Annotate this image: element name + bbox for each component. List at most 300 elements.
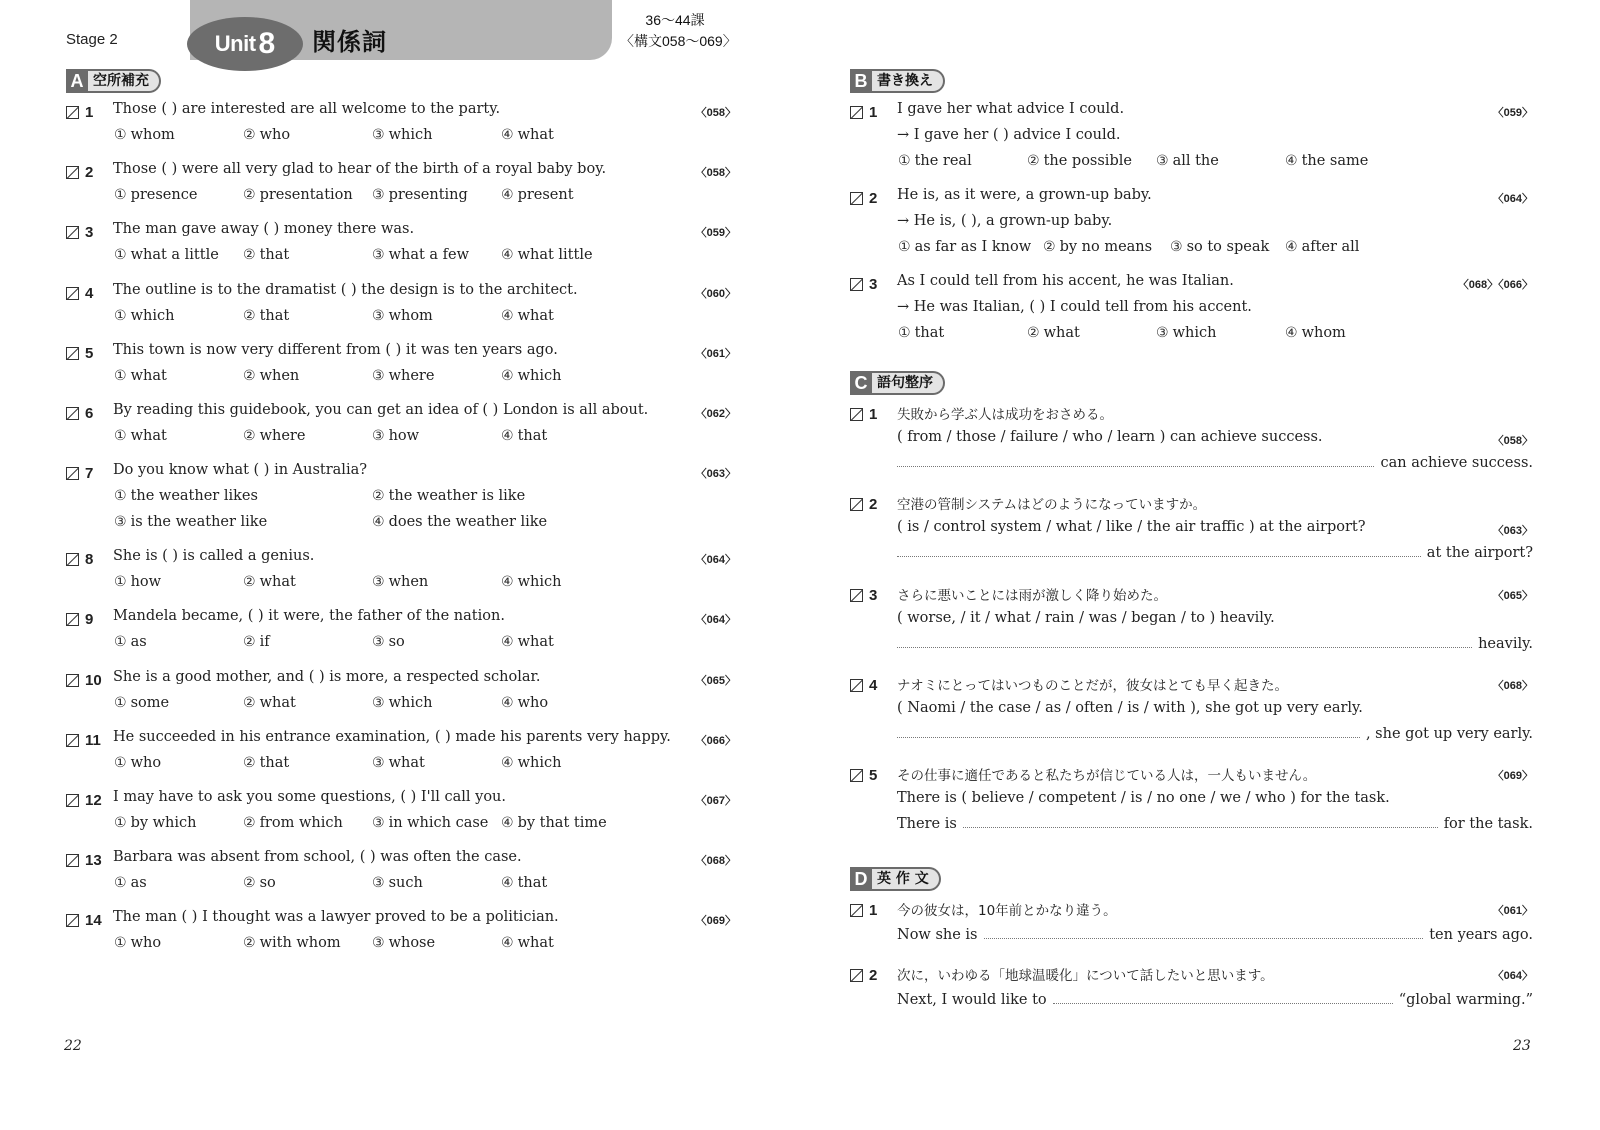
japanese-prompt: ナオミにとってはいつものことだが，彼女はとても早く起きた。 [897, 678, 1288, 694]
answer-option[interactable] [114, 187, 197, 203]
question-header [66, 732, 101, 749]
question-number: 13 [85, 852, 102, 870]
construction-ref: 〈059〉 [695, 227, 736, 240]
answer-prefix: There is [897, 816, 957, 832]
option-text: the same [1301, 153, 1369, 169]
unit-badge [187, 17, 303, 71]
option-text: what [517, 634, 554, 651]
answer-option[interactable] [114, 308, 174, 324]
answer-option[interactable] [372, 368, 434, 384]
option-text: so [388, 634, 405, 651]
answer-suffix: ten years ago. [1429, 927, 1533, 943]
answer-blank-line[interactable] [897, 816, 1533, 832]
option-text: presence [130, 187, 198, 204]
question-number: 10 [85, 671, 102, 689]
answer-option[interactable] [1156, 325, 1216, 341]
question-header [66, 224, 93, 241]
option-number: ④ [372, 514, 385, 531]
answer-option[interactable] [114, 755, 161, 771]
option-text: what [517, 127, 554, 143]
question-number: 7 [85, 465, 94, 483]
option-text: what [259, 574, 296, 591]
question-header [850, 767, 877, 784]
answer-option[interactable] [1285, 239, 1359, 255]
checkbox-icon[interactable] [850, 278, 863, 291]
answer-option[interactable] [372, 875, 423, 891]
option-number: ④ [501, 935, 514, 952]
option-number: ③ [1156, 153, 1169, 169]
option-text: how [130, 574, 162, 591]
answer-option[interactable] [501, 935, 554, 951]
section-letter: D [850, 867, 872, 891]
checkbox-icon[interactable] [66, 553, 79, 566]
answer-option[interactable] [114, 514, 267, 530]
answer-blank-line[interactable] [897, 636, 1533, 652]
answer-option[interactable] [372, 127, 432, 143]
checkbox-icon[interactable] [850, 769, 863, 782]
answer-option[interactable] [1170, 239, 1269, 255]
answer-option[interactable] [372, 574, 428, 590]
checkbox-icon[interactable] [850, 408, 863, 421]
construction-ref: 〈062〉 [695, 408, 736, 420]
answer-option[interactable] [372, 935, 435, 951]
construction-ref: 〈066〉 [695, 734, 736, 747]
option-number: ① [114, 754, 127, 771]
question-text: As I could tell from his accent, he was Italian. [897, 273, 1234, 289]
option-text: the possible [1043, 153, 1132, 169]
question-text: He succeeded in his entrance examination, ( ) made his parents very happy. [113, 728, 671, 745]
construction-ref: 〈061〉 [695, 347, 736, 360]
question-number: 1 [869, 104, 878, 121]
option-text: what [130, 367, 167, 384]
option-text: presentation [259, 187, 353, 204]
checkbox-icon[interactable] [66, 407, 79, 420]
answer-option[interactable] [372, 187, 468, 203]
dotted-answer-field[interactable] [897, 646, 1472, 648]
answer-option[interactable] [501, 755, 561, 771]
option-number: ④ [1285, 153, 1298, 169]
answer-option[interactable] [1043, 239, 1152, 255]
option-number: ② [372, 488, 385, 505]
question-number: 2 [869, 967, 878, 984]
option-text: what a little [130, 247, 219, 264]
option-number: ① [898, 153, 911, 169]
construction-ref: 〈059〉 [1492, 107, 1533, 119]
option-text: who [517, 694, 549, 711]
question-number: 3 [869, 587, 878, 604]
option-number: ② [1043, 239, 1056, 255]
construction-ref: 〈064〉 [1492, 970, 1533, 982]
section-label: 語句整序 [872, 371, 945, 395]
answer-option[interactable] [114, 428, 167, 444]
question-number: 14 [85, 912, 102, 930]
answer-option[interactable] [898, 239, 1031, 255]
option-number: ① [114, 488, 127, 505]
checkbox-icon[interactable] [850, 969, 863, 982]
option-text: what little [517, 247, 593, 264]
checkbox-icon[interactable] [850, 192, 863, 205]
answer-option[interactable] [243, 187, 353, 203]
word-order-prompt: ( worse, / it / what / rain / was / began / to ) heavily. [897, 610, 1275, 626]
dotted-answer-field[interactable] [897, 465, 1374, 467]
japanese-prompt: 失敗から学ぶ人は成功をおさめる。 [897, 407, 1113, 423]
option-number: ① [114, 247, 127, 264]
checkbox-icon[interactable] [66, 914, 79, 927]
construction-ref: 〈065〉 [695, 674, 736, 687]
option-number: ② [243, 127, 256, 143]
question-header [66, 104, 93, 121]
page-number-right: 23 [1513, 1038, 1531, 1054]
option-number: ① [114, 634, 127, 651]
option-text: some [130, 694, 170, 711]
construction-ref: 〈058〉 [695, 107, 736, 119]
option-number: ② [243, 694, 256, 711]
unit-number: 8 [258, 27, 276, 60]
answer-option[interactable] [1027, 153, 1132, 169]
answer-option[interactable] [501, 574, 561, 590]
option-number: ④ [501, 634, 514, 651]
question-header [850, 496, 877, 513]
option-number: ④ [501, 754, 514, 771]
option-number: ② [243, 935, 256, 952]
question-text: By reading this guidebook, you can get an idea of ( ) London is all about. [113, 402, 649, 418]
dotted-answer-field[interactable] [1053, 1002, 1393, 1004]
answer-suffix: “global warming.” [1398, 992, 1533, 1008]
answer-option[interactable] [243, 875, 276, 891]
answer-option[interactable] [501, 187, 574, 203]
construction-ref: 〈060〉 [695, 287, 736, 300]
answer-option[interactable] [501, 875, 547, 891]
question-text: She is a good mother, and ( ) is more, a respected scholar. [113, 668, 541, 685]
option-number: ① [114, 875, 127, 892]
option-number: ② [243, 247, 256, 264]
answer-option[interactable] [243, 127, 290, 143]
answer-option[interactable] [114, 574, 161, 590]
option-number: ① [898, 239, 911, 255]
answer-option[interactable] [243, 755, 289, 771]
option-text: when [259, 367, 300, 384]
answer-option[interactable] [898, 325, 944, 341]
option-text: by no means [1059, 239, 1153, 255]
option-text: what [259, 694, 296, 711]
option-text: as [130, 875, 147, 892]
checkbox-icon[interactable] [66, 106, 79, 119]
checkbox-icon[interactable] [850, 589, 863, 602]
option-text: from which [259, 815, 343, 831]
answer-option[interactable] [114, 815, 197, 831]
option-text: whom [1301, 325, 1346, 341]
option-number: ④ [501, 187, 514, 204]
option-number: ③ [1170, 239, 1183, 255]
question-number: 5 [85, 344, 94, 362]
answer-option[interactable] [1027, 325, 1080, 341]
japanese-prompt: 次に，いわゆる「地球温暖化」について話したいと思います。 [897, 968, 1274, 984]
option-text: which [1172, 325, 1217, 341]
checkbox-icon[interactable] [66, 287, 79, 300]
checkbox-icon[interactable] [66, 794, 79, 807]
question-number: 2 [85, 164, 94, 182]
question-header [850, 190, 877, 207]
option-text: which [517, 574, 562, 591]
checkbox-icon[interactable] [66, 467, 79, 480]
answer-option[interactable] [243, 247, 289, 263]
answer-option[interactable] [501, 127, 554, 143]
word-order-prompt: There is ( believe / competent / is / no one / we / who ) for the task. [897, 790, 1390, 806]
checkbox-icon[interactable] [66, 854, 79, 867]
option-number: ① [114, 574, 127, 591]
option-number: ② [243, 574, 256, 591]
question-text: The man gave away ( ) money there was. [113, 221, 415, 238]
option-text: such [388, 875, 423, 892]
checkbox-icon[interactable] [850, 679, 863, 692]
option-number: ③ [372, 247, 385, 264]
construction-ref: 〈068〉 [695, 855, 736, 868]
answer-option[interactable] [114, 935, 161, 951]
word-order-prompt: ( is / control system / what / like / the air traffic ) at the airport? [897, 519, 1366, 535]
answer-option[interactable] [372, 695, 432, 711]
answer-option[interactable] [501, 368, 561, 384]
checkbox-icon[interactable] [66, 734, 79, 747]
option-text: that [914, 325, 945, 341]
answer-option[interactable] [1285, 153, 1368, 169]
option-text: how [388, 428, 420, 444]
answer-option[interactable] [372, 488, 525, 504]
japanese-prompt: さらに悪いことには雨が激しく降り始めた。 [897, 588, 1167, 604]
option-number: ② [243, 428, 256, 444]
answer-option[interactable] [114, 695, 169, 711]
question-header [850, 587, 877, 604]
section-label: 空所補充 [88, 69, 161, 93]
question-text: Those ( ) were all very glad to hear of the birth of a royal baby boy. [113, 161, 607, 178]
answer-prefix: Next, I would like to [897, 992, 1047, 1008]
option-number: ③ [372, 307, 385, 324]
answer-option[interactable] [372, 514, 547, 530]
lesson-range [620, 10, 737, 52]
option-text: does the weather like [388, 514, 548, 531]
lesson-numbers: 36〜44課 [645, 12, 705, 28]
answer-prefix: Now she is [897, 927, 978, 943]
option-text: what [517, 307, 554, 324]
option-number: ③ [372, 634, 385, 651]
option-number: ④ [501, 875, 514, 892]
option-text: what [517, 935, 554, 952]
answer-option[interactable] [501, 247, 593, 263]
answer-option[interactable] [114, 488, 258, 504]
answer-option[interactable] [114, 247, 219, 263]
japanese-prompt: その仕事に適任であると私たちが信じている人は，一人もいません。 [897, 768, 1317, 784]
option-text: the weather is like [388, 488, 526, 505]
answer-option[interactable] [372, 247, 469, 263]
section-b-badge [850, 69, 945, 93]
answer-option[interactable] [243, 815, 343, 831]
dotted-answer-field[interactable] [984, 937, 1424, 939]
dotted-answer-field[interactable] [963, 826, 1438, 828]
answer-blank-line[interactable] [897, 455, 1533, 471]
option-text: which [388, 127, 433, 143]
question-text: Do you know what ( ) in Australia? [113, 462, 368, 479]
question-header [850, 104, 877, 121]
answer-option[interactable] [372, 308, 433, 324]
option-text: that [259, 307, 290, 324]
answer-option[interactable] [372, 815, 488, 831]
question-number: 12 [85, 792, 102, 809]
answer-option[interactable] [372, 634, 405, 650]
question-number: 2 [869, 190, 878, 207]
question-header [66, 551, 93, 568]
answer-blank-line[interactable] [897, 927, 1533, 943]
rewrite-text: → He is, ( ), a grown-up baby. [897, 213, 1113, 229]
option-text: the weather likes [130, 488, 258, 505]
answer-option[interactable] [1285, 325, 1346, 341]
answer-option[interactable] [1156, 153, 1219, 169]
answer-option[interactable] [243, 428, 305, 444]
question-text: This town is now very different from ( ) it was ten years ago. [113, 341, 558, 358]
option-number: ③ [372, 875, 385, 892]
option-number: ① [898, 325, 911, 341]
option-text: by which [130, 815, 197, 831]
answer-blank-line[interactable] [897, 992, 1533, 1008]
question-text: I may have to ask you some questions, ( ) I'll call you. [113, 789, 507, 805]
question-header [66, 285, 93, 302]
question-number: 2 [869, 496, 878, 513]
option-number: ① [114, 428, 127, 444]
answer-option[interactable] [114, 127, 175, 143]
question-header [66, 345, 93, 362]
option-number: ① [114, 815, 127, 831]
unit-title: 関係詞 [312, 28, 387, 56]
checkbox-icon[interactable] [850, 904, 863, 917]
checkbox-icon[interactable] [66, 166, 79, 179]
construction-ref: 〈064〉 [695, 554, 736, 567]
option-number: ① [114, 694, 127, 711]
option-number: ④ [501, 127, 514, 143]
option-text: where [259, 428, 306, 444]
question-number: 4 [85, 284, 94, 302]
checkbox-icon[interactable] [850, 106, 863, 119]
japanese-prompt: 空港の管制システムはどのようになっていますか。 [897, 497, 1207, 513]
answer-suffix: for the task. [1443, 816, 1533, 832]
question-header [850, 276, 877, 293]
answer-option[interactable] [501, 815, 607, 831]
stage-label: Stage 2 [66, 31, 118, 48]
question-header [66, 912, 102, 929]
construction-range: 〈構文058〜069〉 [620, 33, 737, 49]
option-number: ① [114, 307, 127, 324]
question-text: I gave her what advice I could. [897, 101, 1125, 117]
answer-option[interactable] [372, 428, 419, 444]
option-text: by that time [517, 815, 607, 831]
section-letter: B [850, 69, 872, 93]
question-text: Those ( ) are interested are all welcome to the party. [113, 101, 501, 117]
question-header [66, 465, 93, 482]
checkbox-icon[interactable] [66, 613, 79, 626]
answer-option[interactable] [898, 153, 972, 169]
answer-option[interactable] [501, 428, 547, 444]
option-number: ② [1027, 325, 1040, 341]
checkbox-icon[interactable] [850, 498, 863, 511]
option-text: the real [914, 153, 972, 169]
section-letter: A [66, 69, 88, 93]
option-number: ③ [372, 428, 385, 444]
question-number: 3 [85, 224, 94, 242]
section-a-badge [66, 69, 161, 93]
option-number: ① [114, 935, 127, 952]
question-number: 8 [85, 551, 94, 569]
option-number: ① [114, 187, 127, 204]
option-number: ③ [372, 574, 385, 591]
option-number: ② [243, 187, 256, 204]
option-text: which [517, 754, 562, 771]
answer-option[interactable] [501, 308, 554, 324]
answer-option[interactable] [243, 574, 296, 590]
option-text: present [517, 187, 574, 204]
answer-blank-line[interactable] [897, 545, 1533, 561]
answer-option[interactable] [114, 634, 147, 650]
checkbox-icon[interactable] [66, 674, 79, 687]
answer-option[interactable] [114, 368, 167, 384]
option-text: which [517, 367, 562, 384]
page-number-left: 22 [64, 1038, 82, 1054]
answer-option[interactable] [501, 695, 548, 711]
checkbox-icon[interactable] [66, 226, 79, 239]
construction-ref: 〈063〉 [695, 468, 736, 481]
checkbox-icon[interactable] [66, 347, 79, 360]
question-header [850, 967, 877, 984]
construction-ref: 〈061〉 [1492, 905, 1533, 917]
answer-option[interactable] [501, 634, 554, 650]
option-number: ② [243, 815, 256, 831]
answer-blank-line[interactable] [897, 726, 1533, 742]
answer-option[interactable] [243, 634, 270, 650]
option-number: ② [243, 307, 256, 324]
unit-word: Unit [214, 31, 256, 56]
option-number: ② [243, 634, 256, 651]
option-number: ④ [501, 307, 514, 324]
question-number: 11 [85, 731, 101, 749]
answer-option[interactable] [243, 368, 299, 384]
option-number: ④ [1285, 239, 1298, 255]
answer-option[interactable] [243, 695, 296, 711]
question-number: 5 [869, 767, 878, 784]
construction-ref: 〈069〉 [695, 915, 736, 928]
answer-option[interactable] [114, 875, 147, 891]
option-text: what [388, 754, 425, 771]
question-header [850, 902, 877, 919]
question-header [66, 164, 93, 181]
answer-suffix: heavily. [1478, 636, 1533, 652]
option-number: ③ [372, 935, 385, 952]
answer-option[interactable] [243, 935, 341, 951]
question-number: 9 [85, 611, 94, 629]
option-text: that [517, 875, 548, 892]
dotted-answer-field[interactable] [897, 555, 1421, 557]
option-number: ④ [501, 815, 514, 831]
answer-option[interactable] [372, 755, 425, 771]
option-number: ② [1027, 153, 1040, 169]
answer-option[interactable] [243, 308, 289, 324]
option-number: ④ [501, 247, 514, 264]
option-text: where [388, 367, 435, 384]
section-c-badge [850, 371, 945, 395]
option-text: presenting [388, 187, 468, 204]
dotted-answer-field[interactable] [897, 736, 1360, 738]
japanese-prompt: 今の彼女は，10年前とかなり違う。 [897, 903, 1117, 919]
construction-ref: 〈064〉 [695, 614, 736, 627]
option-number: ③ [372, 367, 385, 384]
option-number: ③ [372, 127, 385, 143]
option-number: ② [243, 875, 256, 892]
option-text: as far as I know [914, 239, 1032, 255]
